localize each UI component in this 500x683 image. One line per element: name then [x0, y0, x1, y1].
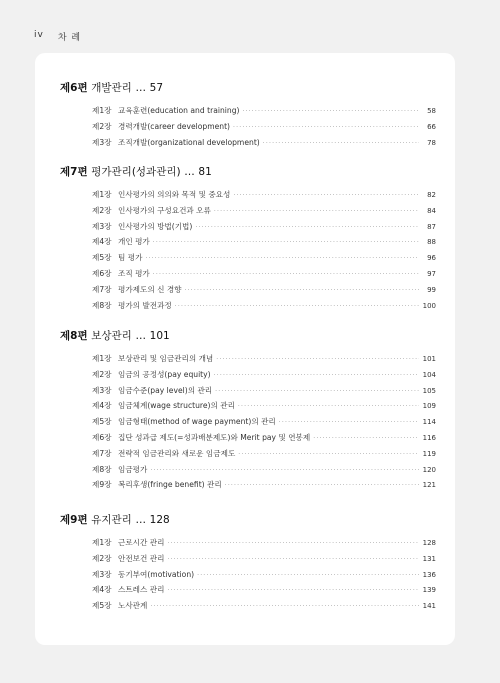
chapter-page: 119: [422, 449, 436, 458]
chapter-page: 82: [427, 191, 436, 199]
chapter-title: 전략적 임금관리와 새로운 임금제도: [118, 448, 236, 458]
part-label: 제7편: [60, 166, 88, 178]
part-name: 보상관리: [91, 330, 132, 342]
chapter-title: 팀 평가: [118, 253, 143, 263]
toc-part: [60, 329, 436, 493]
leader-dots: [185, 283, 419, 299]
chapter-entry[interactable]: [92, 414, 436, 430]
leader-dots: [167, 536, 419, 552]
leader-dots: [214, 368, 419, 384]
chapter-page: 101: [422, 355, 436, 363]
chapter-title: 스트레스 관리: [118, 585, 165, 595]
chapter-number: 제3장: [92, 385, 112, 395]
chapter-page: 109: [422, 402, 436, 411]
chapter-number: 제7장: [92, 284, 112, 294]
chapter-entry[interactable]: [92, 103, 436, 119]
chapter-title: 조직 평가: [118, 268, 150, 278]
chapter-number: 제9장: [92, 480, 112, 490]
leader-dots: [242, 104, 419, 120]
part-page-separator: …: [135, 330, 146, 342]
chapter-entry[interactable]: [92, 446, 436, 462]
chapter-title: 안전보건 관리: [118, 553, 165, 563]
chapter-title: 임금수준(pay level)의 관리: [118, 385, 213, 395]
part-page: 101: [149, 330, 170, 342]
chapter-number: 제7장: [92, 448, 112, 458]
chapter-page: 136: [422, 570, 436, 579]
chapter-page: 114: [422, 418, 436, 427]
chapter-number: 제6장: [92, 432, 112, 442]
chapter-title: 평가제도의 신 경향: [118, 284, 182, 294]
chapter-number: 제4장: [92, 401, 112, 411]
chapter-title: 복리후생(fringe benefit) 관리: [118, 480, 222, 490]
leader-dots: [167, 552, 419, 568]
chapter-page: 87: [427, 222, 436, 231]
part-page-separator: …: [184, 166, 195, 178]
leader-dots: [153, 235, 419, 251]
leader-dots: [216, 352, 419, 368]
chapter-page: 66: [427, 122, 436, 131]
chapter-title: 임금형태(method of wage payment)의 관리: [118, 417, 276, 427]
chapter-number: 제5장: [92, 601, 112, 611]
chapter-page: 78: [427, 138, 436, 147]
chapter-page: 58: [427, 107, 436, 115]
chapter-title: 노사관계: [118, 601, 148, 611]
chapter-page: 100: [422, 301, 436, 310]
chapter-number: 제2장: [92, 369, 112, 379]
part-page: 57: [149, 82, 164, 94]
chapter-entry[interactable]: [92, 219, 436, 235]
chapter-entry[interactable]: [92, 598, 436, 614]
chapter-number: 제1장: [92, 538, 112, 547]
chapter-page: 99: [427, 285, 436, 294]
leader-dots: [153, 267, 419, 283]
leader-dots: [263, 136, 419, 152]
leader-dots: [150, 463, 419, 479]
chapter-title: 근로시간 관리: [118, 538, 165, 547]
leader-dots: [225, 478, 419, 494]
chapter-page: 139: [422, 586, 436, 595]
leader-dots: [279, 415, 419, 431]
chapter-number: 제2장: [92, 121, 112, 131]
chapter-entry[interactable]: [92, 551, 436, 567]
chapter-number: 제1장: [92, 190, 112, 199]
chapter-number: 제3장: [92, 137, 112, 147]
part-page: 81: [198, 166, 212, 178]
page-heading: 차 례: [57, 33, 82, 43]
chapter-entry[interactable]: [92, 266, 436, 282]
chapter-title: 평가의 발전과정: [118, 300, 172, 310]
toc-panel: [35, 53, 455, 645]
chapter-entry[interactable]: [92, 203, 436, 219]
leader-dots: [214, 204, 419, 220]
chapter-number: 제1장: [92, 354, 112, 363]
leader-dots: [233, 188, 419, 204]
chapter-page: 141: [422, 602, 436, 611]
leader-dots: [197, 568, 419, 584]
chapter-page: 104: [422, 370, 436, 379]
leader-dots: [233, 120, 419, 136]
chapter-entry[interactable]: [92, 567, 436, 583]
leader-dots: [175, 299, 419, 315]
chapter-page: 116: [422, 433, 436, 442]
chapter-number: 제5장: [92, 417, 112, 427]
chapter-title: 임금의 공정성(pay equity): [118, 369, 211, 379]
part-label: 제8편: [60, 330, 88, 342]
part-heading[interactable]: [60, 513, 436, 527]
leader-dots: [150, 599, 419, 615]
chapter-entry[interactable]: [92, 135, 436, 151]
chapter-entry[interactable]: [92, 367, 436, 383]
chapter-number: 제8장: [92, 464, 112, 474]
page-number: iv: [34, 30, 44, 40]
part-page-separator: …: [135, 82, 146, 94]
chapter-title: 동기부여(motivation): [118, 569, 195, 579]
toc-part: [60, 513, 436, 614]
chapter-entry[interactable]: [92, 298, 436, 314]
chapter-list: [92, 187, 436, 313]
chapter-number: 제2장: [92, 553, 112, 563]
chapter-entry[interactable]: [92, 234, 436, 250]
chapter-entry[interactable]: [92, 535, 436, 551]
chapter-title: 개인 평가: [118, 237, 150, 247]
chapter-title: 집단 성과급 제도(=성과배분제도)와 Merit pay 및 연봉제: [118, 432, 311, 442]
chapter-entry[interactable]: [92, 398, 436, 414]
part-heading[interactable]: [60, 165, 436, 179]
chapter-entry[interactable]: [92, 477, 436, 493]
part-name: 평가관리(성과관리): [91, 166, 181, 178]
part-page-separator: …: [135, 514, 146, 526]
toc-part: [60, 81, 436, 150]
chapter-page: 128: [422, 539, 436, 547]
leader-dots: [167, 583, 419, 599]
chapter-page: 84: [427, 206, 436, 215]
chapter-title: 교육훈련(education and training): [118, 106, 240, 115]
chapter-page: 96: [427, 254, 436, 263]
chapter-list: [92, 103, 436, 150]
part-heading[interactable]: [60, 81, 436, 95]
chapter-list: [92, 535, 436, 614]
part-name: 개발관리: [91, 82, 132, 94]
chapter-number: 제4장: [92, 585, 112, 595]
chapter-number: 제6장: [92, 268, 112, 278]
chapter-entry[interactable]: [92, 383, 436, 399]
part-page: 128: [149, 514, 170, 526]
leader-dots: [215, 384, 419, 400]
chapter-entry[interactable]: [92, 430, 436, 446]
chapter-list: [92, 351, 436, 493]
chapter-number: 제1장: [92, 106, 112, 115]
part-name: 유지관리: [91, 514, 132, 526]
chapter-entry[interactable]: [92, 187, 436, 203]
part-label: 제9편: [60, 514, 88, 526]
chapter-title: 조직개발(organizational development): [118, 137, 260, 147]
chapter-number: 제4장: [92, 237, 112, 247]
chapter-number: 제2장: [92, 205, 112, 215]
chapter-title: 인사평가의 구성요건과 오류: [118, 205, 211, 215]
chapter-entry[interactable]: [92, 462, 436, 478]
chapter-title: 임금체계(wage structure)의 관리: [118, 401, 235, 411]
part-label: 제6편: [60, 82, 88, 94]
toc-part: [60, 165, 436, 313]
chapter-title: 인사평가의 의의와 목적 및 중요성: [118, 190, 231, 199]
chapter-number: 제8장: [92, 300, 112, 310]
chapter-page: 120: [422, 465, 436, 474]
chapter-page: 131: [422, 554, 436, 563]
leader-dots: [313, 431, 419, 447]
part-heading[interactable]: [60, 329, 436, 343]
chapter-number: 제3장: [92, 569, 112, 579]
chapter-entry[interactable]: [92, 250, 436, 266]
leader-dots: [195, 220, 419, 236]
chapter-entry[interactable]: [92, 582, 436, 598]
chapter-number: 제5장: [92, 253, 112, 263]
chapter-page: 105: [422, 386, 436, 395]
chapter-page: 88: [427, 238, 436, 247]
running-head: [34, 30, 81, 43]
leader-dots: [238, 399, 419, 415]
chapter-title: 보상관리 및 임금관리의 개념: [118, 354, 214, 363]
chapter-entry[interactable]: [92, 119, 436, 135]
leader-dots: [145, 251, 419, 267]
chapter-page: 121: [422, 481, 436, 490]
chapter-title: 경력개발(career development): [118, 121, 231, 131]
leader-dots: [238, 447, 419, 463]
chapter-entry[interactable]: [92, 351, 436, 367]
chapter-title: 인사평가의 방법(기법): [118, 221, 193, 231]
chapter-page: 97: [427, 269, 436, 278]
chapter-entry[interactable]: [92, 282, 436, 298]
chapter-title: 임금평가: [118, 464, 148, 474]
chapter-number: 제3장: [92, 221, 112, 231]
